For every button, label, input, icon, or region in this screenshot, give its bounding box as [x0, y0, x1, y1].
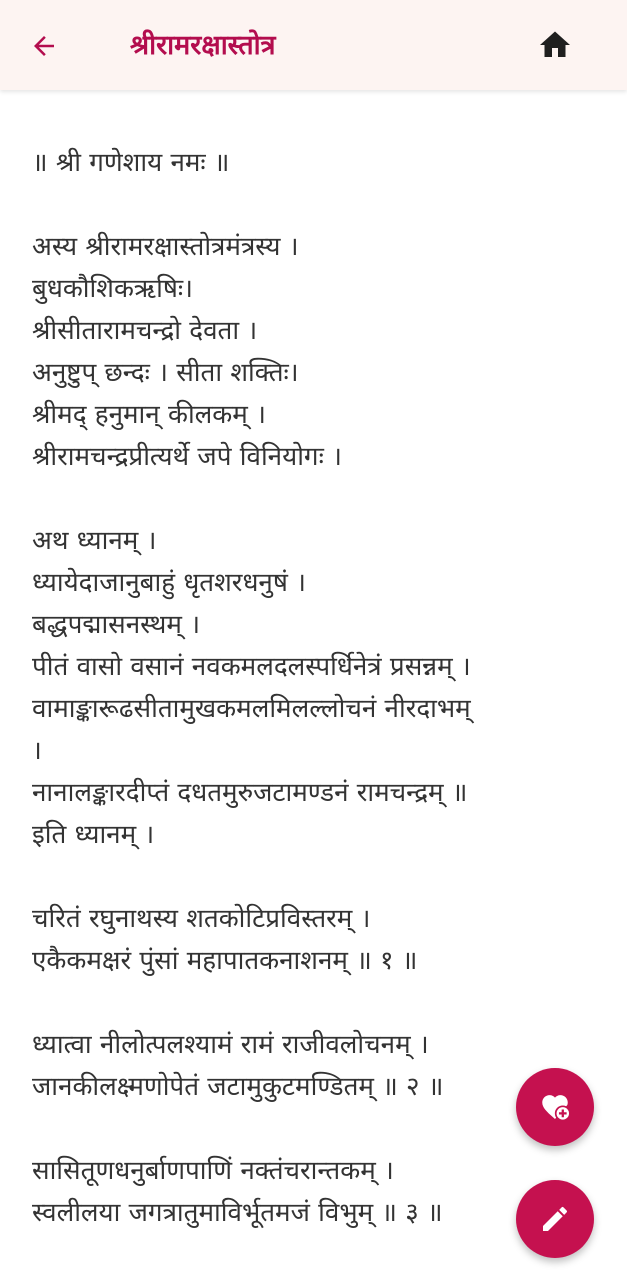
stanza [32, 1150, 597, 1234]
stotra-text [0, 90, 627, 1234]
home-icon [537, 27, 573, 63]
stanza [32, 898, 597, 982]
arrow-left-icon [29, 31, 59, 61]
verse-line: सासितूणधनुर्बाणपाणिं नक्तंचरान्तकम् । [32, 1156, 394, 1186]
stanza [32, 226, 597, 478]
verse-line: श्रीसीतारामचन्द्रो देवता । [32, 316, 258, 346]
verse-line: अथ ध्यानम् । [32, 526, 157, 556]
stanza [32, 1024, 597, 1108]
verse-line: एकैकमक्षरं पुंसां महापातकनाशनम् ॥ १ ॥ [32, 946, 418, 976]
app-bar [0, 0, 627, 90]
verse-line: वामाङ्कारूढसीतामुखकमलमिलल्लोचनं नीरदाभम् [32, 694, 471, 724]
verse-line: श्रीरामचन्द्रप्रीत्यर्थे जपे विनियोगः । [32, 442, 342, 472]
add-favorite-button[interactable] [516, 1068, 594, 1146]
verse-line: स्वलीलया जगत्रातुमाविर्भूतमजं विभुम् ॥ ३ ॥ [32, 1198, 443, 1228]
verse-line: चरितं रघुनाथस्य शतकोटिप्रविस्तरम् । [32, 904, 371, 934]
pencil-icon [539, 1203, 571, 1235]
heart-add-icon [538, 1090, 572, 1124]
verse-line: ॥ श्री गणेशाय नमः ॥ [32, 148, 230, 178]
verse-line: अनुष्टुप् छन्दः । सीता शक्तिः। [32, 358, 299, 388]
verse-line: अस्य श्रीरामरक्षास्तोत्रमंत्रस्य । [32, 232, 299, 262]
page-title: श्रीरामरक्षास्तोत्र [130, 30, 276, 61]
verse-line: बुधकौशिकऋषिः। [32, 274, 193, 304]
verse-line: ध्यात्वा नीलोत्पलश्यामं रामं राजीवलोचनम् । [32, 1030, 429, 1060]
verse-line: इति ध्यानम् । [32, 820, 155, 850]
verse-line: बद्धपद्मासनस्थम् । [32, 610, 201, 640]
home-button[interactable] [530, 20, 580, 70]
verse-line: । [32, 736, 42, 766]
edit-button[interactable] [516, 1180, 594, 1258]
verse-line: जानकीलक्ष्मणोपेतं जटामुकुटमण्डितम् ॥ २ ॥ [32, 1072, 444, 1102]
verse-line: पीतं वासो वसानं नवकमलदलस्पर्धिनेत्रं प्रसन्नम् । [32, 652, 471, 682]
stanza [32, 520, 597, 856]
stanza [32, 142, 597, 184]
verse-line: नानालङ्कारदीप्तं दधतमुरुजटामण्डनं रामचन्द्रम् ॥ [32, 778, 468, 808]
back-button[interactable] [20, 22, 68, 70]
verse-line: ध्यायेदाजानुबाहुं धृतशरधनुषं । [32, 568, 307, 598]
verse-line: श्रीमद् हनुमान् कीलकम् । [32, 400, 266, 430]
